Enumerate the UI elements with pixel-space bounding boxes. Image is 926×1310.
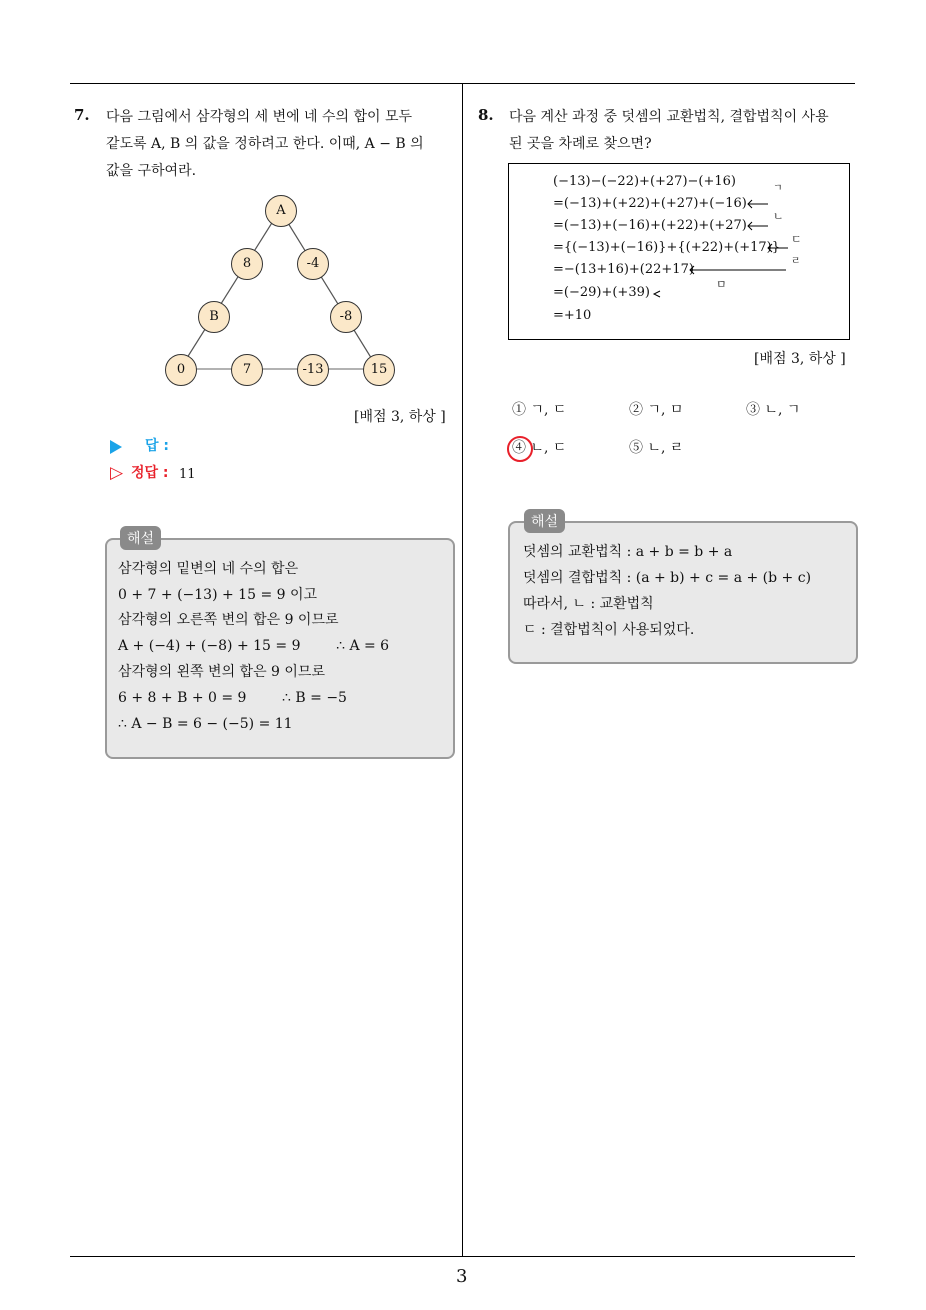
calc-line: =−(13+16)+(22+17) xyxy=(553,262,694,277)
choice-4[interactable]: ④ ㄴ, ㄷ xyxy=(512,440,567,456)
explanation-line: 삼각형의 왼쪽 변의 합은 9 이므로 xyxy=(118,664,325,680)
question-text-line: 값을 구하여라. xyxy=(106,163,197,179)
question-text-line: 된 곳을 차례로 찾으면? xyxy=(509,136,652,152)
play-outline-icon: ▷ xyxy=(110,463,124,483)
explanation-line: ∴ A − B = 6 − (−5) = 11 xyxy=(118,716,293,732)
calc-line: (−13)−(−22)+(+27)−(+16) xyxy=(553,174,736,189)
calc-line: ={(−13)+(−16)}+{(+22)+(+17)} xyxy=(553,240,780,255)
score-label: [배점 3, 하상 ] xyxy=(754,351,846,367)
step-mark: ㅁ xyxy=(716,278,727,291)
choice-3[interactable]: ③ ㄴ, ㄱ xyxy=(746,402,801,418)
calc-line: =(−13)+(+22)+(+27)+(−16) xyxy=(553,196,747,211)
explanation-line: 6 + 8 + B + 0 = 9 ∴ B = −5 xyxy=(118,690,347,706)
question-text-line: 다음 그림에서 삼각형의 세 변에 네 수의 합이 모두 xyxy=(106,109,413,125)
node-minus-8: -8 xyxy=(330,301,362,333)
step-mark: ㄹ xyxy=(791,256,801,267)
page-number: 3 xyxy=(456,1266,468,1287)
node-minus-13: -13 xyxy=(297,354,329,386)
correct-value: 11 xyxy=(179,467,196,482)
explanation-line: 덧셈의 결합법칙 : (a + b) + c = a + (b + c) xyxy=(523,570,812,586)
node-0: 0 xyxy=(165,354,197,386)
explanation-line: A + (−4) + (−8) + 15 = 9 ∴ A = 6 xyxy=(118,638,390,654)
explanation-line: 삼각형의 밑변의 네 수의 합은 xyxy=(118,561,299,577)
explanation-line: ㄷ : 결합법칙이 사용되었다. xyxy=(523,622,695,638)
step-mark: ㄴ xyxy=(773,210,784,223)
step-mark: ㄱ xyxy=(773,183,783,194)
explanation-tag: 해설 xyxy=(524,509,565,533)
explanation-line: 삼각형의 오른쪽 변의 합은 9 이므로 xyxy=(118,612,339,628)
correct-label: 정답 : xyxy=(131,465,169,481)
node-7: 7 xyxy=(231,354,263,386)
question-number: 7. xyxy=(74,106,90,124)
step-mark: ㄷ xyxy=(791,233,802,246)
explanation-line: 0 + 7 + (−13) + 15 = 9 이고 xyxy=(118,587,318,603)
choice-1[interactable]: ① ㄱ, ㄷ xyxy=(512,402,567,418)
node-15: 15 xyxy=(363,354,395,386)
score-label: [배점 3, 하상 ] xyxy=(354,409,446,425)
calc-line: =+10 xyxy=(553,308,592,323)
explanation-line: 덧셈의 교환법칙 : a + b = b + a xyxy=(523,544,733,560)
choice-5[interactable]: ⑤ ㄴ, ㄹ xyxy=(629,440,684,456)
calc-line: =(−13)+(−16)+(+22)+(+27) xyxy=(553,218,747,233)
selected-circle-icon xyxy=(507,436,533,462)
explanation-line: 따라서, ㄴ : 교환법칙 xyxy=(523,596,654,612)
choice-2[interactable]: ② ㄱ, ㅁ xyxy=(629,402,684,418)
play-icon xyxy=(110,440,122,454)
bottom-rule xyxy=(70,1256,855,1257)
question-text-line: 같도록 A, B 의 값을 정하려고 한다. 이때, A − B 의 xyxy=(106,136,424,152)
node-minus-4: -4 xyxy=(297,248,329,280)
answer-label: 답 : xyxy=(145,438,169,454)
node-a: A xyxy=(265,195,297,227)
node-8: 8 xyxy=(231,248,263,280)
question-text-line: 다음 계산 과정 중 덧셈의 교환법칙, 결합법칙이 사용 xyxy=(509,109,829,125)
explanation-tag: 해설 xyxy=(120,526,161,550)
question-number: 8. xyxy=(478,106,494,124)
calc-line: =(−29)+(+39) xyxy=(553,285,650,300)
node-b: B xyxy=(198,301,230,333)
